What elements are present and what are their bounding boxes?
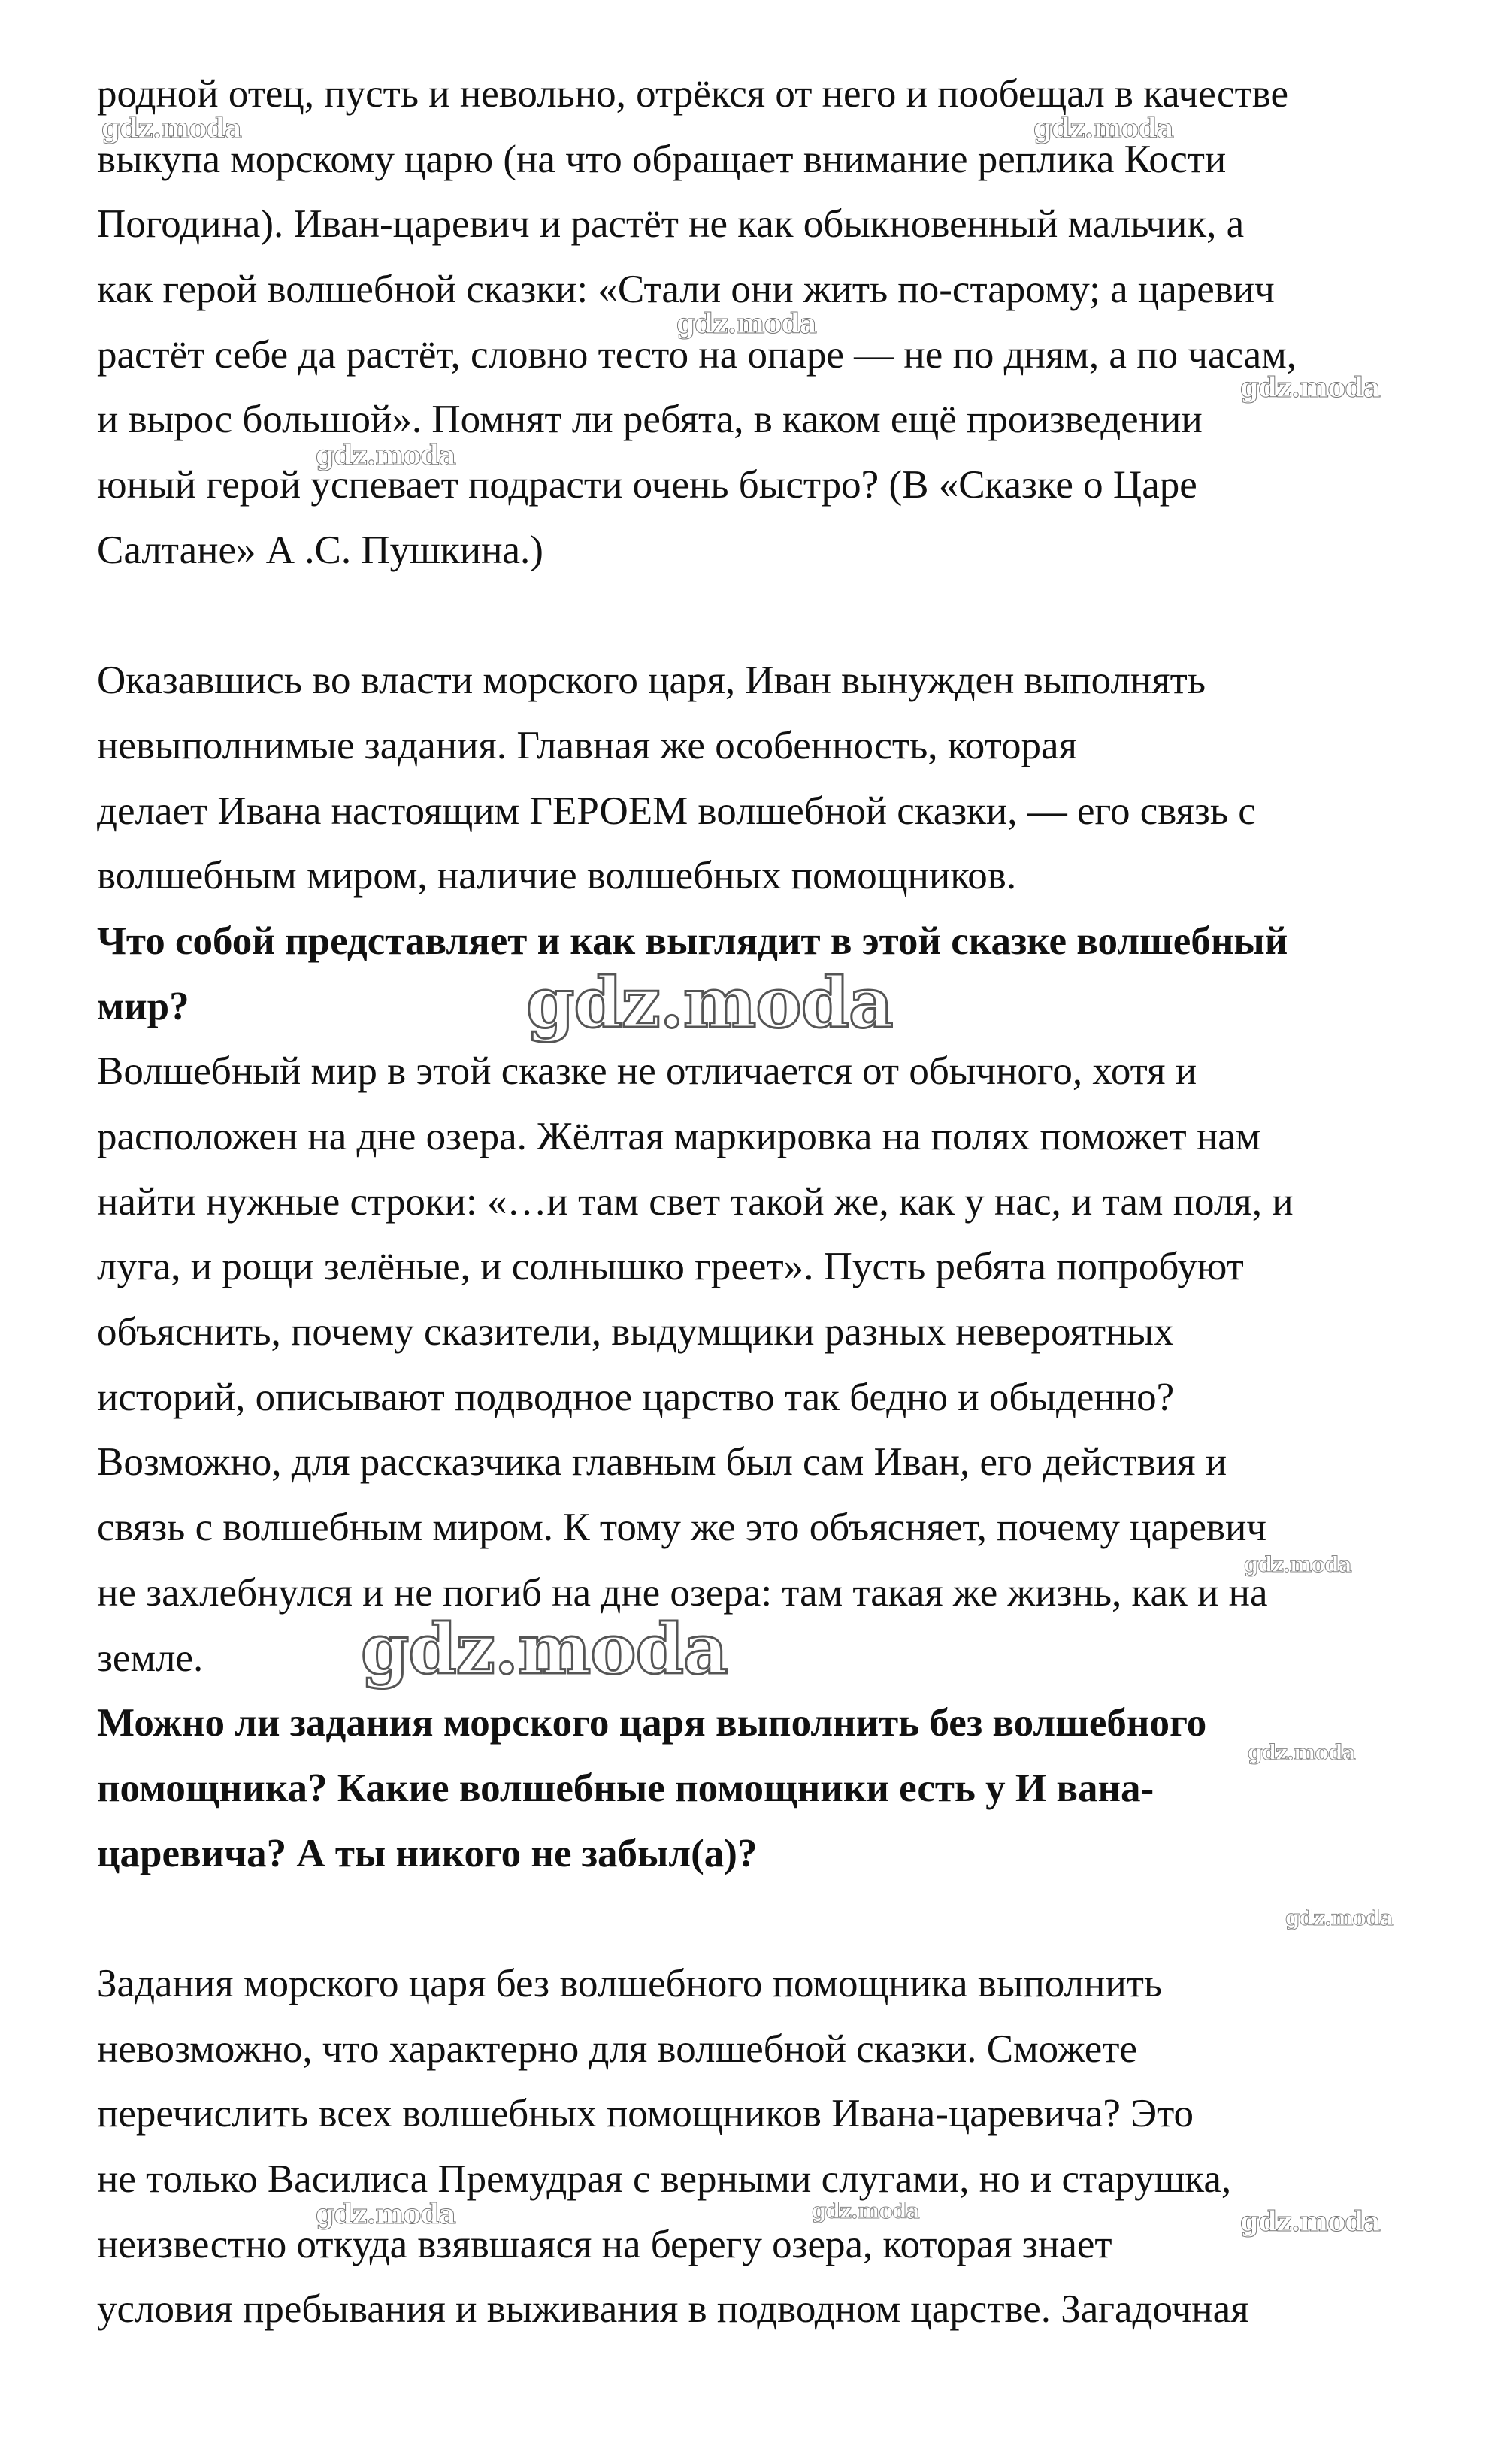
watermark: gdz.moda: [1033, 113, 1173, 144]
text-line: историй, описывают подводное царство так бедно и обыденно?: [97, 1375, 1175, 1419]
text-line: найти нужные строки: «…и там свет такой же, как у нас, и там поля, и: [97, 1179, 1294, 1224]
watermark: gdz.moda: [1248, 1740, 1355, 1765]
text-line: и вырос большой». Помнят ли ребята, в каком ещё произведении: [97, 398, 1203, 442]
text-line: Возможно, для рассказчика главным был сам Иван, его действия и: [97, 1440, 1227, 1485]
text-line: неизвестно откуда взявшаяся на берегу озера, которая знает: [97, 2222, 1112, 2266]
watermark: gdz.moda: [1285, 1906, 1393, 1930]
watermark: gdz.moda: [101, 113, 241, 144]
question-line: Можно ли задания морского царя выполнить без волшебного: [97, 1701, 1207, 1745]
question-line: мир?: [97, 984, 189, 1028]
paragraph-3: [97, 1039, 1450, 1691]
watermark: gdz.moda: [316, 2199, 455, 2230]
text-line: расположен на дне озера. Жёлтая маркировка на полях поможет нам: [97, 1115, 1261, 1158]
text-line: не только Василиса Премудрая с верными слугами, но и старушка,: [97, 2157, 1232, 2201]
blank-line: [97, 1886, 1450, 1951]
watermark: gdz.moda: [361, 1609, 728, 1690]
text-line: Салтане» А .С. Пушкина.): [97, 528, 543, 572]
text-line: волшебным миром, наличие волшебных помощников.: [97, 854, 1017, 898]
document-page: [97, 62, 1450, 2342]
text-line: земле.: [97, 1636, 204, 1680]
text-line: невыполнимые задания. Главная же особенность, которая: [97, 723, 1077, 767]
text-line: Задания морского царя без волшебного помощника выполнить: [97, 1961, 1163, 2005]
text-line: перечислить всех волшебных помощников Ивана-царевича? Это: [97, 2092, 1194, 2136]
text-line: юный герой успевает подрасти очень быстро? (В «Сказке о Царе: [97, 463, 1197, 507]
text-line: связь с волшебным миром. К тому же это объясняет, почему царевич: [97, 1506, 1267, 1550]
question-line: царевича? А ты никого не забыл(а)?: [97, 1831, 758, 1875]
blank-line: [97, 583, 1450, 649]
text-line: Погодина). Иван-царевич и растёт не как обыкновенный мальчик, а: [97, 202, 1245, 247]
text-line: луга, и рощи зелёные, и солнышко греет». Пусть ребята попробуют: [97, 1245, 1244, 1289]
question-line: Что собой представляет и как выглядит в этой сказке волшебный: [97, 919, 1288, 963]
text-line: растёт себе да растёт, словно тесто на опаре — не по дням, а по часам,: [97, 332, 1297, 377]
question-2: [97, 1691, 1450, 1886]
text-line: Волшебный мир в этой сказке не отличается от обычного, хотя и: [97, 1049, 1197, 1094]
text-line: выкупа морскому царю (на что обращает внимание реплика Кости: [97, 137, 1227, 181]
text-line: делает Ивана настоящим ГЕРОЕМ волшебной сказки, — его связь с: [97, 789, 1256, 833]
question-line: помощника? Какие волшебные помощники есть у И вана-: [97, 1766, 1154, 1810]
watermark: gdz.moda: [1244, 1552, 1351, 1577]
paragraph-2: [97, 648, 1450, 909]
text-line: объяснить, почему сказители, выдумщики разных невероятных: [97, 1310, 1174, 1355]
paragraph-4: [97, 1951, 1450, 2342]
watermark: gdz.moda: [676, 308, 816, 340]
text-line: невозможно, что характерно для волшебной сказки. Сможете: [97, 2027, 1137, 2071]
text-line: не захлебнулся и не погиб на дне озера: там такая же жизнь, как и на: [97, 1570, 1268, 1615]
text-line: Оказавшись во власти морского царя, Иван вынужден выполнять: [97, 658, 1206, 703]
text-line: условия пребывания и выживания в подводном царстве. Загадочная: [97, 2287, 1249, 2332]
watermark: gdz.moda: [1240, 372, 1380, 404]
watermark: gdz.moda: [316, 440, 455, 471]
watermark: gdz.moda: [812, 2199, 919, 2223]
text-line: как герой волшебной сказки: «Стали они жить по-старому; а царевич: [97, 268, 1275, 312]
watermark: gdz.moda: [1240, 2206, 1380, 2238]
watermark: gdz.moda: [526, 962, 893, 1043]
text-line: родной отец, пусть и невольно, отрёкся от него и пообещал в качестве: [97, 72, 1288, 116]
